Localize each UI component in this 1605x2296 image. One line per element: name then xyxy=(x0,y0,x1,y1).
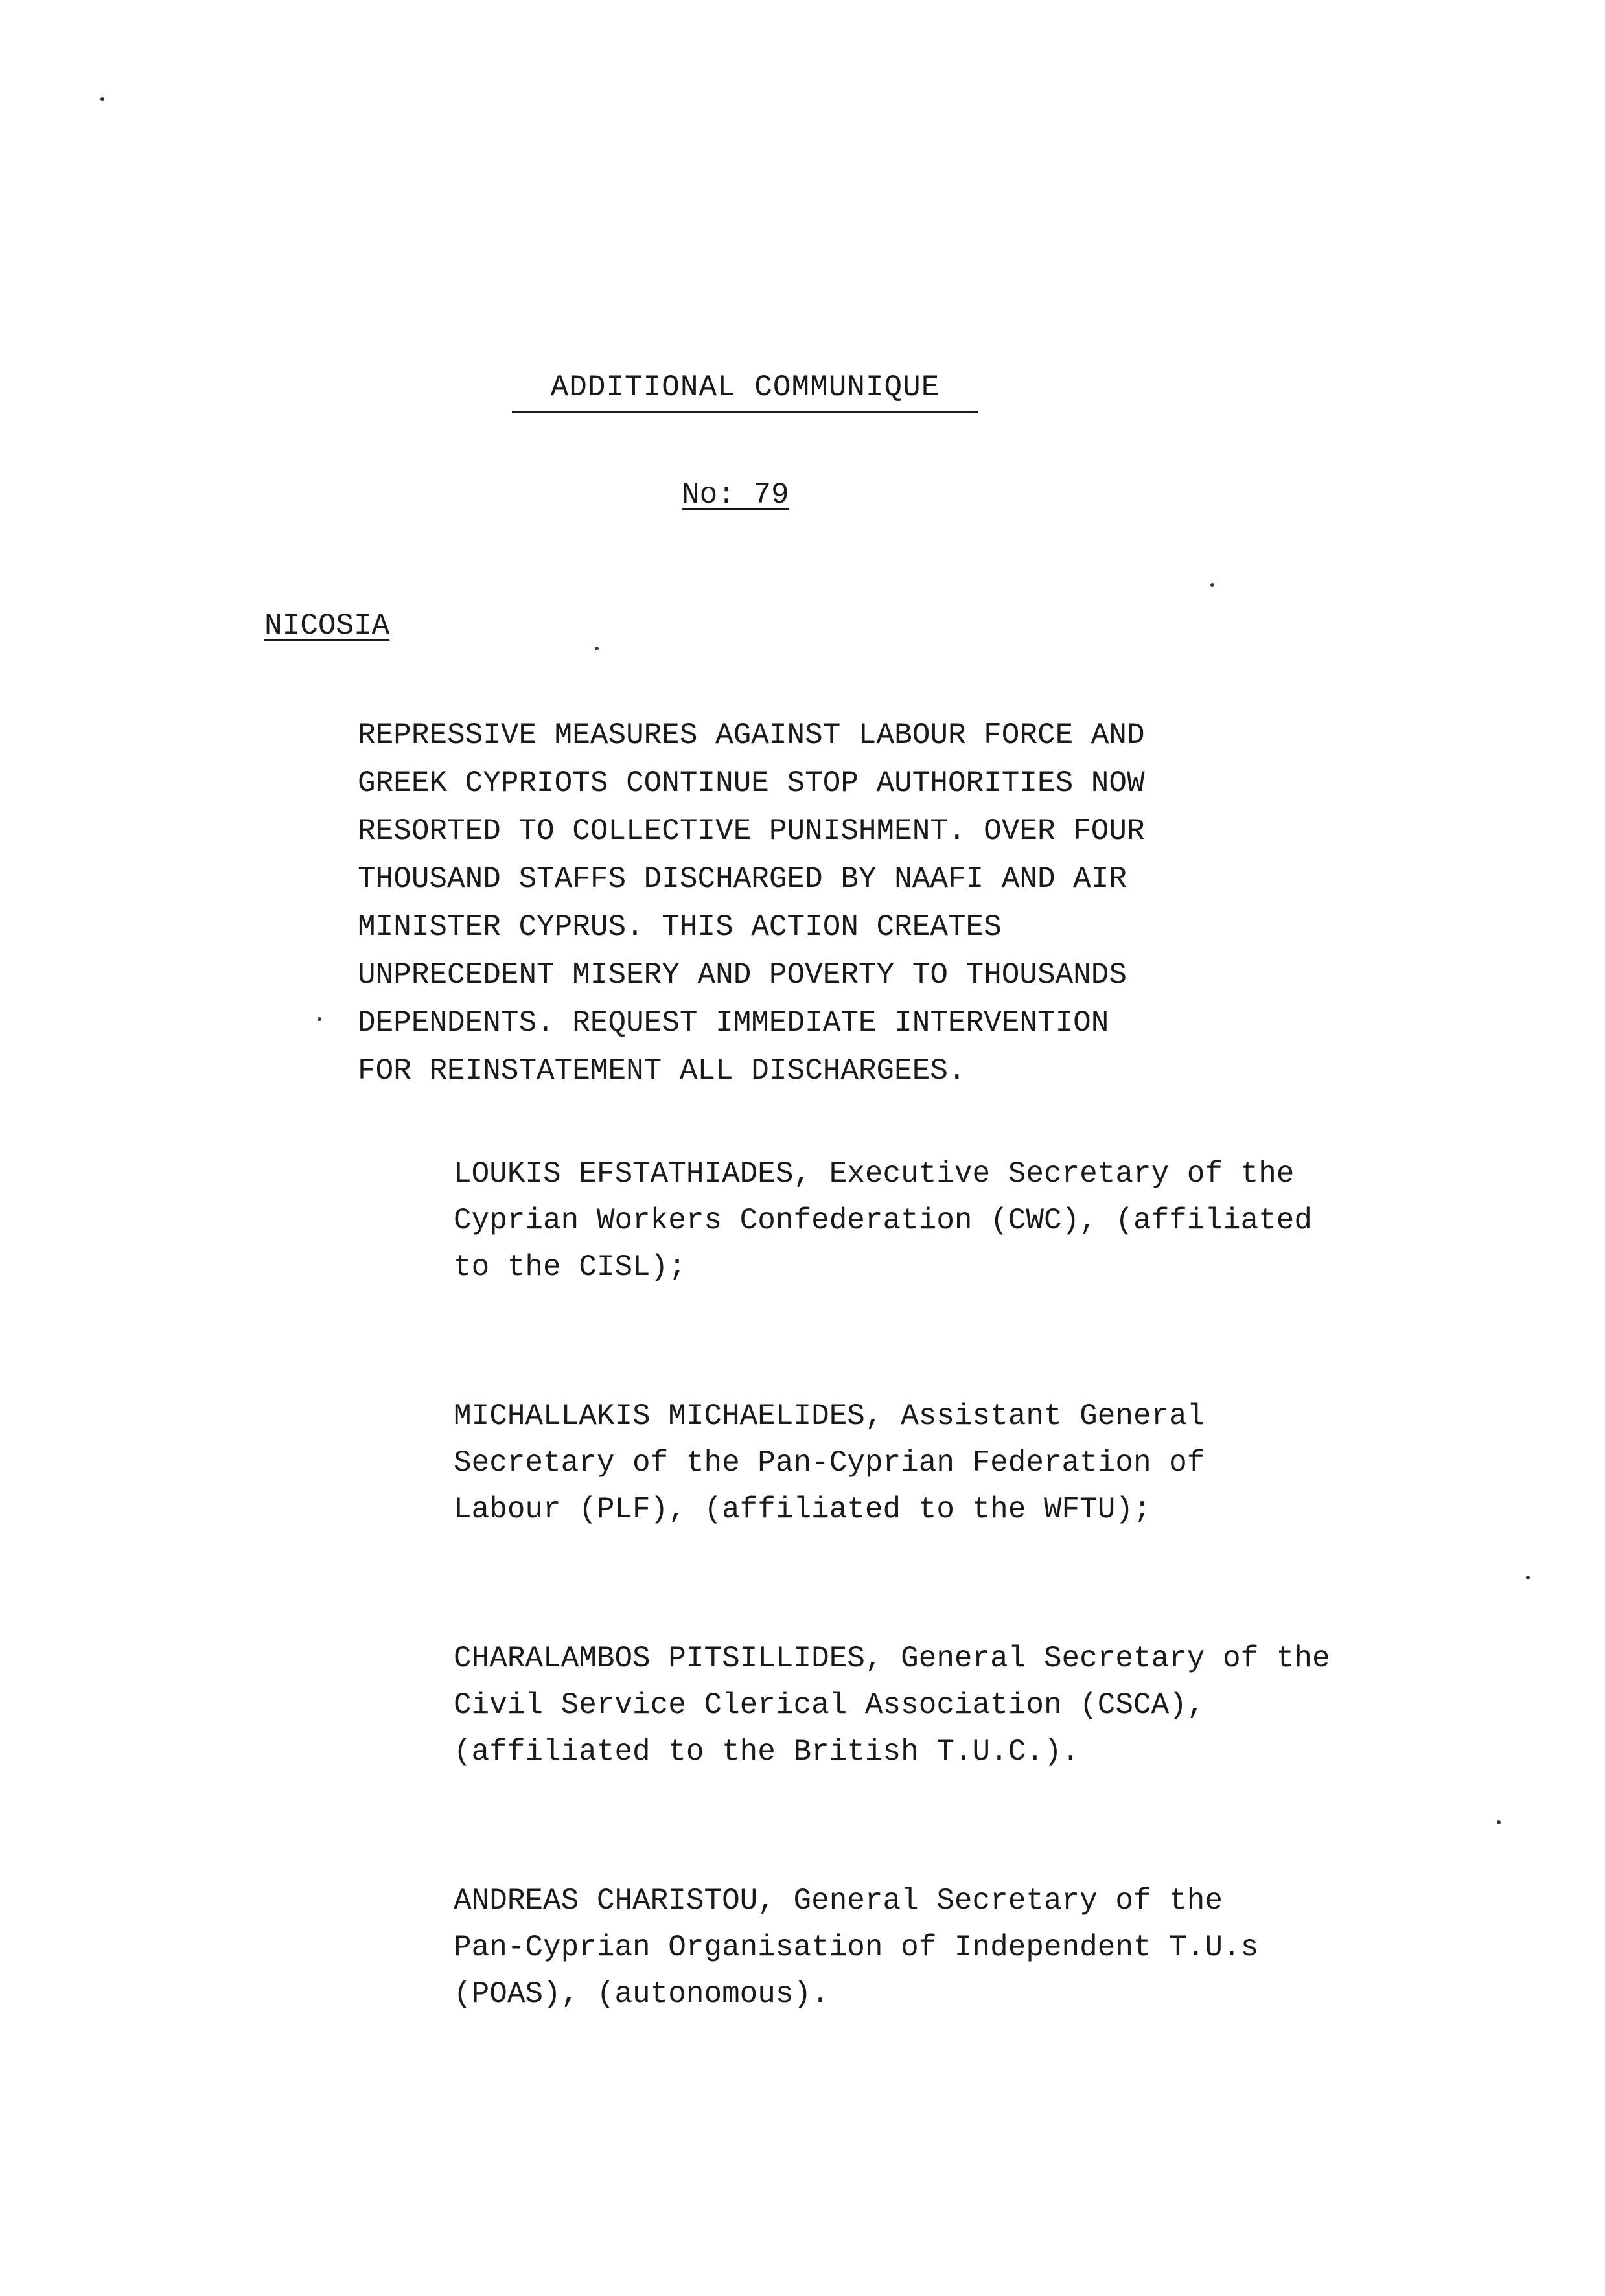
scan-speck xyxy=(1526,1576,1530,1579)
signatory-line: Secretary of the Pan-Cyprian Federation of xyxy=(454,1446,1205,1480)
signatory-line: (POAS), (autonomous). xyxy=(454,1977,829,2011)
signatory-entry xyxy=(454,1151,1438,1291)
message-line: UNPRECEDENT MISERY AND POVERTY TO THOUSANDS xyxy=(358,958,1127,992)
scan-speck xyxy=(318,1017,321,1021)
message-line: MINISTER CYPRUS. THIS ACTION CREATES xyxy=(358,910,1002,944)
signatory-entry xyxy=(454,1877,1438,2017)
signatory-entry xyxy=(454,1393,1438,1533)
message-line: REPRESSIVE MEASURES AGAINST LABOUR FORCE AND xyxy=(358,718,1145,752)
dateline-place: NICOSIA xyxy=(264,609,390,643)
message-line: THOUSAND STAFFS DISCHARGED BY NAAFI AND AIR xyxy=(358,862,1127,896)
signatory-line: Cyprian Workers Confederation (CWC), (affiliated xyxy=(454,1204,1313,1237)
signatory-line: ANDREAS CHARISTOU, General Secretary of the xyxy=(454,1884,1223,1918)
document-title: ADDITIONAL COMMUNIQUE xyxy=(512,371,978,413)
scan-speck xyxy=(1210,583,1214,587)
signatory-entry xyxy=(454,1635,1438,1775)
signatory-line: to the CISL); xyxy=(454,1250,686,1284)
scan-speck xyxy=(1497,1820,1501,1824)
signatory-line: (affiliated to the British T.U.C.). xyxy=(454,1735,1080,1769)
scan-speck xyxy=(100,97,104,101)
message-line: RESORTED TO COLLECTIVE PUNISHMENT. OVER FOUR xyxy=(358,814,1145,848)
signatory-line: Labour (PLF), (affiliated to the WFTU); xyxy=(454,1493,1151,1526)
signatory-line: Pan-Cyprian Organisation of Independent T.U.s xyxy=(454,1931,1259,1964)
signatories-list xyxy=(454,1151,1438,2120)
message-line: GREEK CYPRIOTS CONTINUE STOP AUTHORITIES NOW xyxy=(358,766,1145,800)
communique-number: No: 79 xyxy=(682,478,789,512)
signatory-line: LOUKIS EFSTATHIADES, Executive Secretary of the xyxy=(454,1157,1295,1191)
signatory-line: CHARALAMBOS PITSILLIDES, General Secretary of the xyxy=(454,1642,1330,1675)
message-line: DEPENDENTS. REQUEST IMMEDIATE INTERVENTION xyxy=(358,1006,1109,1040)
scan-speck xyxy=(595,647,599,650)
signatory-line: MICHALLAKIS MICHAELIDES, Assistant General xyxy=(454,1399,1205,1433)
message-line: FOR REINSTATEMENT ALL DISCHARGEES. xyxy=(358,1054,966,1088)
signatory-line: Civil Service Clerical Association (CSCA), xyxy=(454,1688,1205,1722)
message-body xyxy=(358,711,1265,1095)
